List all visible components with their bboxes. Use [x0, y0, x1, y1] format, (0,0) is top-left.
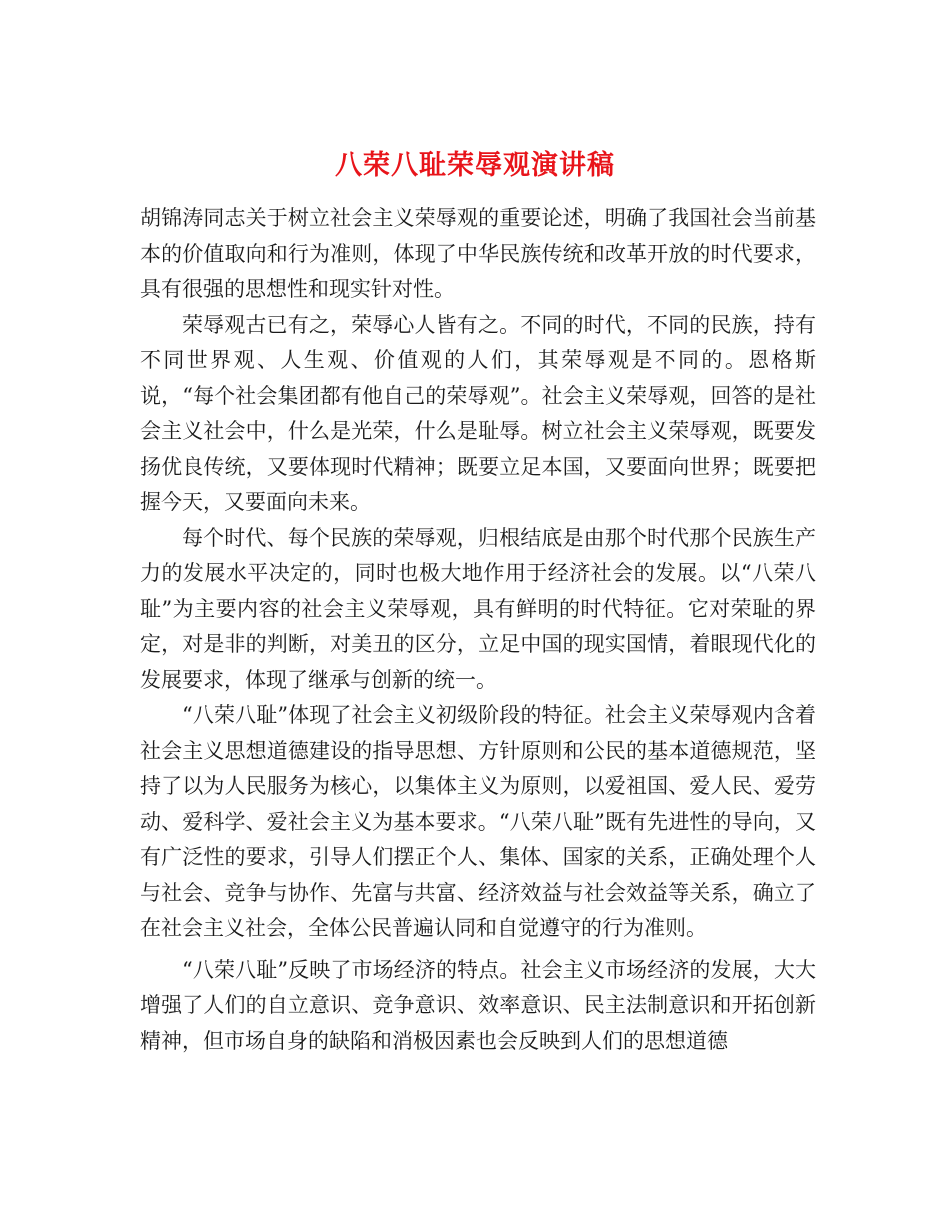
paragraph-4: “八荣八耻”体现了社会主义初级阶段的特征。社会主义荣辱观内含着社会主义思想道德建设的指导思想、方针原则和公民的基本道德规范，坚持了以为人民服务为核心，以集体主义为原则，以爱祖国、爱人民、爱劳动、爱科学、爱社会主义为基本要求。“八荣八耻”既有先进性的导向，又有广泛性的要求，引导人们摆正个人、集体、国家的关系，正确处理个人与社会、竞争与协作、先富与共富、经济效益与社会效益等关系，确立了在社会主义社会，全体公民普遍认同和自觉遵守的行为准则。 — [140, 703, 816, 940]
document-title: 八荣八耻荣辱观演讲稿 — [335, 150, 615, 182]
document-body — [140, 201, 816, 1059]
paragraph-5: “八荣八耻”反映了市场经济的特点。社会主义市场经济的发展，大大增强了人们的自立意识、竞争意识、效率意识、民主法制意识和开拓创新精神，但市场自身的缺陷和消极因素也会反映到人们的思想道德 — [140, 957, 816, 1053]
paragraph-1: 胡锦涛同志关于树立社会主义荣辱观的重要论述，明确了我国社会当前基本的价值取向和行为准则，体现了中华民族传统和改革开放的时代要求，具有很强的思想性和现实针对性。 — [140, 206, 816, 301]
paragraph-2: 荣辱观古已有之，荣辱心人皆有之。不同的时代，不同的民族，持有不同世界观、人生观、价值观的人们，其荣辱观是不同的。恩格斯说，“每个社会集团都有他自己的荣辱观”。社会主义荣辱观，回答的是社会主义社会中，什么是光荣，什么是耻辱。树立社会主义荣辱观，既要发扬优良传统，又要体现时代精神；既要立足本国，又要面向世界；既要把握今天，又要面向未来。 — [140, 312, 816, 514]
paragraph-3: 每个时代、每个民族的荣辱观，归根结底是由那个时代那个民族生产力的发展水平决定的，同时也极大地作用于经济社会的发展。以“八荣八耻”为主要内容的社会主义荣辱观，具有鲜明的时代特征。它对荣耻的界定，对是非的判断，对美丑的区分，立足中国的现实国情，着眼现代化的发展要求，体现了继承与创新的统一。 — [140, 525, 816, 692]
